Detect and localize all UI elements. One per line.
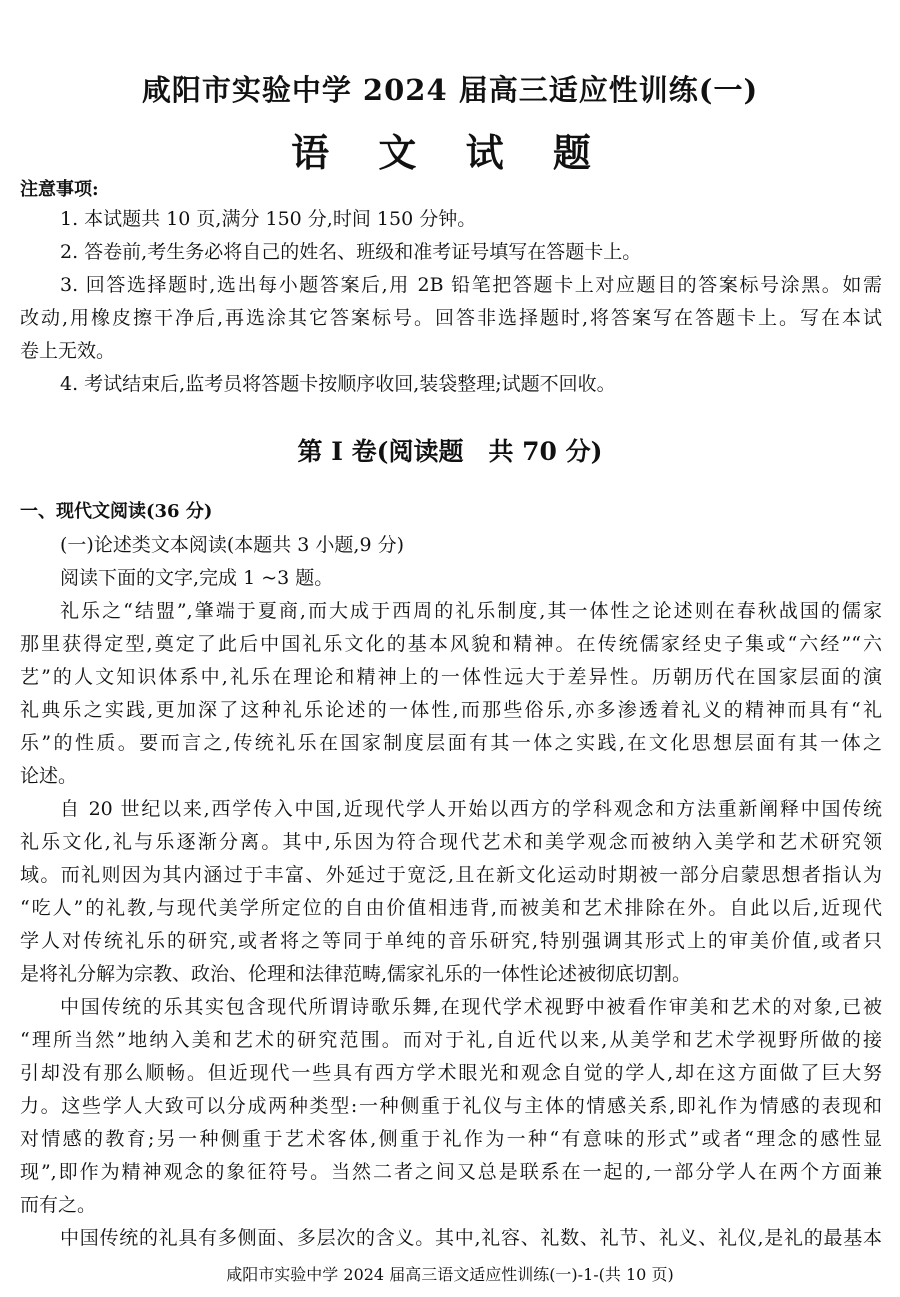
passage-line: 乐”的性质。要而言之,传统礼乐在国家制度层面有其一体之实践,在文化思想层面有其一体之 <box>20 732 882 754</box>
passage-line: 中国传统的礼具有多侧面、多层次的含义。其中,礼容、礼数、礼节、礼义、礼仪,是礼的最基本 <box>60 1227 882 1249</box>
passage-line: 礼乐之“结盟”,肇端于夏商,而大成于西周的礼乐制度,其一体性之论述则在春秋战国的儒家 <box>60 600 882 622</box>
notice-line: 3. 回答选择题时,选出每小题答案后,用 2B 铅笔把答题卡上对应题目的答案标号涂黑。如需 <box>60 274 882 296</box>
passage-line: 中国传统的乐其实包含现代所谓诗歌乐舞,在现代学术视野中被看作审美和艺术的对象,已被 <box>60 996 882 1018</box>
passage-line: “吃人”的礼教,与现代美学所定位的自由价值相违背,而被美和艺术排除在外。自此以后,近现代 <box>20 897 882 919</box>
notice-heading: 注意事项: <box>20 179 99 200</box>
passage-line: “理所当然”地纳入美和艺术的研究范围。而对于礼,自近代以来,从美学和艺术学视野所做的接 <box>20 1029 882 1051</box>
passage-line: 力。这些学人大致可以分成两种类型:一种侧重于礼仪与主体的情感关系,即礼作为情感的表现和 <box>20 1095 882 1117</box>
passage-line: 艺”的人文知识体系中,礼乐在理论和精神上的一体性远大于差异性。历朝历代在国家层面的演 <box>20 666 882 688</box>
part-heading: 一、现代文阅读(36 分) <box>20 501 213 522</box>
passage-line: 自 20 世纪以来,西学传入中国,近现代学人开始以西方的学科观念和方法重新阐释中国传统 <box>60 798 882 820</box>
notice-line: 卷上无效。 <box>20 340 116 362</box>
subject-title: 语 文 试 题 <box>291 130 609 175</box>
passage-line: 对情感的教育;另一种侧重于艺术客体,侧重于礼作为一种“有意味的形式”或者“理念的感性显 <box>20 1128 882 1150</box>
passage-line: 那里获得定型,奠定了此后中国礼乐文化的基本风貌和精神。在传统儒家经史子集或“六经”“六 <box>20 633 882 655</box>
passage-line: 引却没有那么顺畅。但近现代一些具有西方学术眼光和观念自觉的学人,却在这方面做了巨大努 <box>20 1062 882 1084</box>
passage-line: 礼乐文化,礼与乐逐渐分离。其中,乐因为符合现代艺术和美学观念而被纳入美学和艺术研究领 <box>20 831 882 853</box>
section-title: 第 Ⅰ 卷(阅读题 共 70 分) <box>297 437 603 466</box>
notice-line: 2. 答卷前,考生务必将自己的姓名、班级和准考证号填写在答题卡上。 <box>60 241 642 263</box>
passage-line: 域。而礼则因为其内涵过于丰富、外延过于宽泛,且在新文化运动时期被一部分启蒙思想者指认为 <box>20 864 882 886</box>
passage-line: 礼典乐之实践,更加深了这种礼乐论述的一体性,而那些俗乐,亦多渗透着礼义的精神而具有“礼 <box>20 699 882 721</box>
passage-line: 是将礼分解为宗教、政治、伦理和法律范畴,儒家礼乐的一体性论述被彻底切割。 <box>20 963 692 985</box>
notice-line: 1. 本试题共 10 页,满分 150 分,时间 150 分钟。 <box>60 208 477 230</box>
passage-line: 论述。 <box>20 765 78 787</box>
passage-line: 现”,即作为精神观念的象征符号。当然二者之间又总是联系在一起的,一部分学人在两个方面兼 <box>20 1161 882 1183</box>
page-footer: 咸阳市实验中学 2024 届高三语文适应性训练(一)-1-(共 10 页) <box>226 1265 674 1284</box>
instruction: 阅读下面的文字,完成 1 ~3 题。 <box>60 567 334 589</box>
notice-line: 4. 考试结束后,监考员将答题卡按顺序收回,装袋整理;试题不回收。 <box>60 373 616 395</box>
exam-title: 咸阳市实验中学 2024 届高三适应性训练(一) <box>141 73 759 107</box>
passage-line: 学人对传统礼乐的研究,或者将之等同于单纯的音乐研究,特别强调其形式上的审美价值,或者只 <box>20 930 882 952</box>
sub-heading: (一)论述类文本阅读(本题共 3 小题,9 分) <box>60 534 404 556</box>
notice-line: 改动,用橡皮擦干净后,再选涂其它答案标号。回答非选择题时,将答案写在答题卡上。写在本试 <box>20 307 882 329</box>
passage-line: 而有之。 <box>20 1194 97 1216</box>
